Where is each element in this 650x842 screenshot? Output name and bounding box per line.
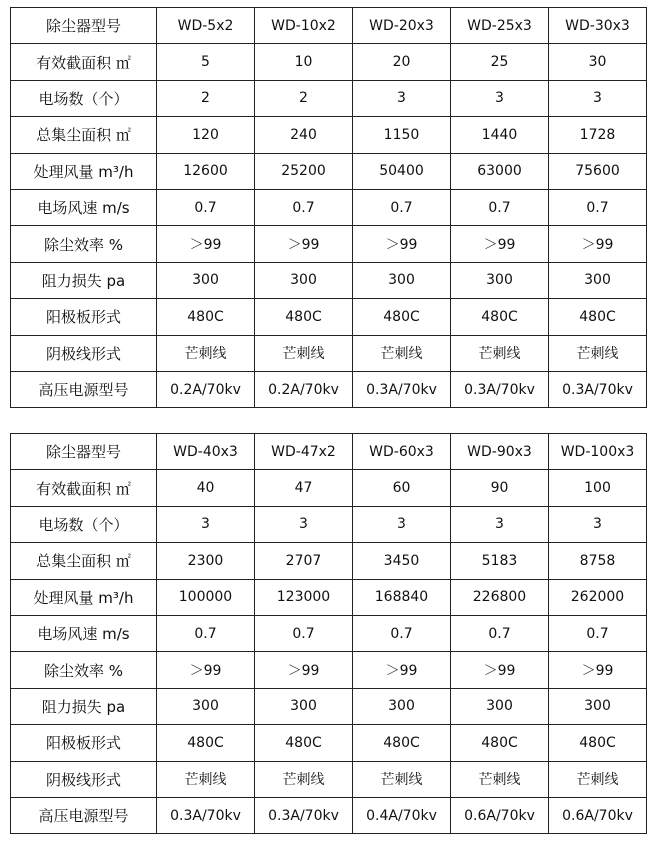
table-cell: 芒刺线	[549, 761, 647, 797]
model-header-cell: WD-47x2	[255, 434, 353, 470]
row-label: 阴极线形式	[11, 761, 157, 797]
table-cell: 480C	[353, 299, 451, 335]
table-cell: 75600	[549, 153, 647, 189]
table-cell: 0.6A/70kv	[549, 797, 647, 833]
table-cell: 226800	[451, 579, 549, 615]
table-row	[11, 262, 647, 298]
table-cell: 芒刺线	[157, 335, 255, 371]
table-cell: 300	[451, 688, 549, 724]
table-cell: 60	[353, 470, 451, 506]
table-row	[11, 579, 647, 615]
table-cell: 芒刺线	[353, 761, 451, 797]
table-row	[11, 797, 647, 833]
table-cell: 300	[353, 262, 451, 298]
table-cell: 芒刺线	[157, 761, 255, 797]
table-cell: ＞99	[353, 226, 451, 262]
table-cell: 0.7	[353, 189, 451, 225]
table-cell: 25200	[255, 153, 353, 189]
table-row	[11, 226, 647, 262]
table-row	[11, 434, 647, 470]
table-cell: 0.4A/70kv	[353, 797, 451, 833]
table-cell: 63000	[451, 153, 549, 189]
table-row	[11, 117, 647, 153]
table-cell: ＞99	[549, 652, 647, 688]
table-cell: 3	[451, 506, 549, 542]
table-cell: 100	[549, 470, 647, 506]
table-cell: 20	[353, 44, 451, 80]
table-row	[11, 506, 647, 542]
row-label: 除尘器型号	[11, 434, 157, 470]
table-row	[11, 725, 647, 761]
table-cell: 0.3A/70kv	[157, 797, 255, 833]
row-label: 电场数（个）	[11, 506, 157, 542]
row-label: 阳极板形式	[11, 725, 157, 761]
table-cell: 90	[451, 470, 549, 506]
table-row	[11, 299, 647, 335]
table-cell: ＞99	[451, 652, 549, 688]
table-cell: 0.3A/70kv	[255, 797, 353, 833]
spec-table-1	[10, 7, 647, 408]
table-row	[11, 470, 647, 506]
table-cell: 25	[451, 44, 549, 80]
table-cell: 芒刺线	[255, 761, 353, 797]
table-cell: 1150	[353, 117, 451, 153]
table-cell: ＞99	[549, 226, 647, 262]
table-cell: ＞99	[451, 226, 549, 262]
table-cell: 12600	[157, 153, 255, 189]
table-cell: 0.3A/70kv	[549, 371, 647, 407]
table-cell: 262000	[549, 579, 647, 615]
row-label: 总集尘面积 ㎡	[11, 543, 157, 579]
table-cell: 8758	[549, 543, 647, 579]
table-cell: 300	[549, 262, 647, 298]
table-cell: 0.3A/70kv	[451, 371, 549, 407]
table-row	[11, 615, 647, 651]
table-cell: 300	[157, 688, 255, 724]
table-cell: 芒刺线	[451, 335, 549, 371]
row-label: 电场风速 m/s	[11, 615, 157, 651]
table-cell: 芒刺线	[255, 335, 353, 371]
table-cell: 300	[255, 688, 353, 724]
table-cell: 240	[255, 117, 353, 153]
table-cell: 芒刺线	[353, 335, 451, 371]
table-cell: 0.7	[549, 189, 647, 225]
table-cell: 0.2A/70kv	[157, 371, 255, 407]
row-label: 阳极板形式	[11, 299, 157, 335]
row-label: 电场数（个）	[11, 80, 157, 116]
table-cell: 2	[255, 80, 353, 116]
table-row	[11, 153, 647, 189]
table-cell: 0.7	[255, 615, 353, 651]
table-row	[11, 652, 647, 688]
table-cell: 480C	[549, 725, 647, 761]
table-row	[11, 44, 647, 80]
table-row	[11, 335, 647, 371]
model-header-cell: WD-5x2	[157, 8, 255, 44]
model-header-cell: WD-40x3	[157, 434, 255, 470]
table-cell: 120	[157, 117, 255, 153]
table-cell: 480C	[549, 299, 647, 335]
table-cell: 3	[157, 506, 255, 542]
table-cell: 0.7	[451, 615, 549, 651]
table-cell: 2300	[157, 543, 255, 579]
table-cell: 480C	[353, 725, 451, 761]
table-cell: 480C	[157, 299, 255, 335]
table-row	[11, 189, 647, 225]
table-cell: 3	[353, 506, 451, 542]
table-cell: ＞99	[157, 226, 255, 262]
table-cell: 0.7	[353, 615, 451, 651]
row-label: 除尘效率 %	[11, 226, 157, 262]
row-label: 除尘器型号	[11, 8, 157, 44]
table-cell: 芒刺线	[451, 761, 549, 797]
table-cell: 5183	[451, 543, 549, 579]
table-cell: 0.3A/70kv	[353, 371, 451, 407]
model-header-cell: WD-60x3	[353, 434, 451, 470]
table-cell: 10	[255, 44, 353, 80]
table-row	[11, 8, 647, 44]
table-cell: 3	[451, 80, 549, 116]
table-row	[11, 688, 647, 724]
table-cell: 3	[353, 80, 451, 116]
table-cell: 300	[255, 262, 353, 298]
table-cell: 3450	[353, 543, 451, 579]
table-cell: 480C	[451, 725, 549, 761]
table-cell: 1728	[549, 117, 647, 153]
row-label: 电场风速 m/s	[11, 189, 157, 225]
table-cell: 0.7	[255, 189, 353, 225]
row-label: 阻力损失 pa	[11, 688, 157, 724]
table-row	[11, 371, 647, 407]
table-cell: 300	[157, 262, 255, 298]
row-label: 总集尘面积 ㎡	[11, 117, 157, 153]
table-cell: 3	[549, 80, 647, 116]
table-cell: 1440	[451, 117, 549, 153]
table-cell: 0.7	[451, 189, 549, 225]
table-cell: 100000	[157, 579, 255, 615]
table-row	[11, 761, 647, 797]
table-cell: ＞99	[157, 652, 255, 688]
model-header-cell: WD-25x3	[451, 8, 549, 44]
row-label: 有效截面积 ㎡	[11, 44, 157, 80]
table-cell: 480C	[255, 725, 353, 761]
row-label: 处理风量 m³/h	[11, 153, 157, 189]
table-cell: 50400	[353, 153, 451, 189]
model-header-cell: WD-20x3	[353, 8, 451, 44]
table-cell: 2707	[255, 543, 353, 579]
table-cell: 168840	[353, 579, 451, 615]
table-cell: 300	[353, 688, 451, 724]
row-label: 有效截面积 ㎡	[11, 470, 157, 506]
table-cell: 0.6A/70kv	[451, 797, 549, 833]
table-cell: 0.7	[157, 189, 255, 225]
table-cell: ＞99	[353, 652, 451, 688]
table-row	[11, 80, 647, 116]
row-label: 高压电源型号	[11, 371, 157, 407]
table-cell: 300	[451, 262, 549, 298]
table-cell: 0.7	[157, 615, 255, 651]
spec-table-2	[10, 433, 647, 834]
table-cell: 3	[255, 506, 353, 542]
model-header-cell: WD-30x3	[549, 8, 647, 44]
table-cell: 30	[549, 44, 647, 80]
table-row	[11, 543, 647, 579]
table-cell: 40	[157, 470, 255, 506]
table-cell: 480C	[157, 725, 255, 761]
table-cell: 0.2A/70kv	[255, 371, 353, 407]
table-cell: 5	[157, 44, 255, 80]
table-cell: 2	[157, 80, 255, 116]
row-label: 阻力损失 pa	[11, 262, 157, 298]
table-cell: 0.7	[549, 615, 647, 651]
model-header-cell: WD-10x2	[255, 8, 353, 44]
table-cell: 480C	[451, 299, 549, 335]
model-header-cell: WD-90x3	[451, 434, 549, 470]
table-cell: 300	[549, 688, 647, 724]
table-cell: 芒刺线	[549, 335, 647, 371]
table-cell: 123000	[255, 579, 353, 615]
table-cell: ＞99	[255, 226, 353, 262]
table-cell: 3	[549, 506, 647, 542]
model-header-cell: WD-100x3	[549, 434, 647, 470]
row-label: 处理风量 m³/h	[11, 579, 157, 615]
row-label: 高压电源型号	[11, 797, 157, 833]
table-cell: 47	[255, 470, 353, 506]
row-label: 除尘效率 %	[11, 652, 157, 688]
row-label: 阴极线形式	[11, 335, 157, 371]
table-cell: 480C	[255, 299, 353, 335]
table-cell: ＞99	[255, 652, 353, 688]
